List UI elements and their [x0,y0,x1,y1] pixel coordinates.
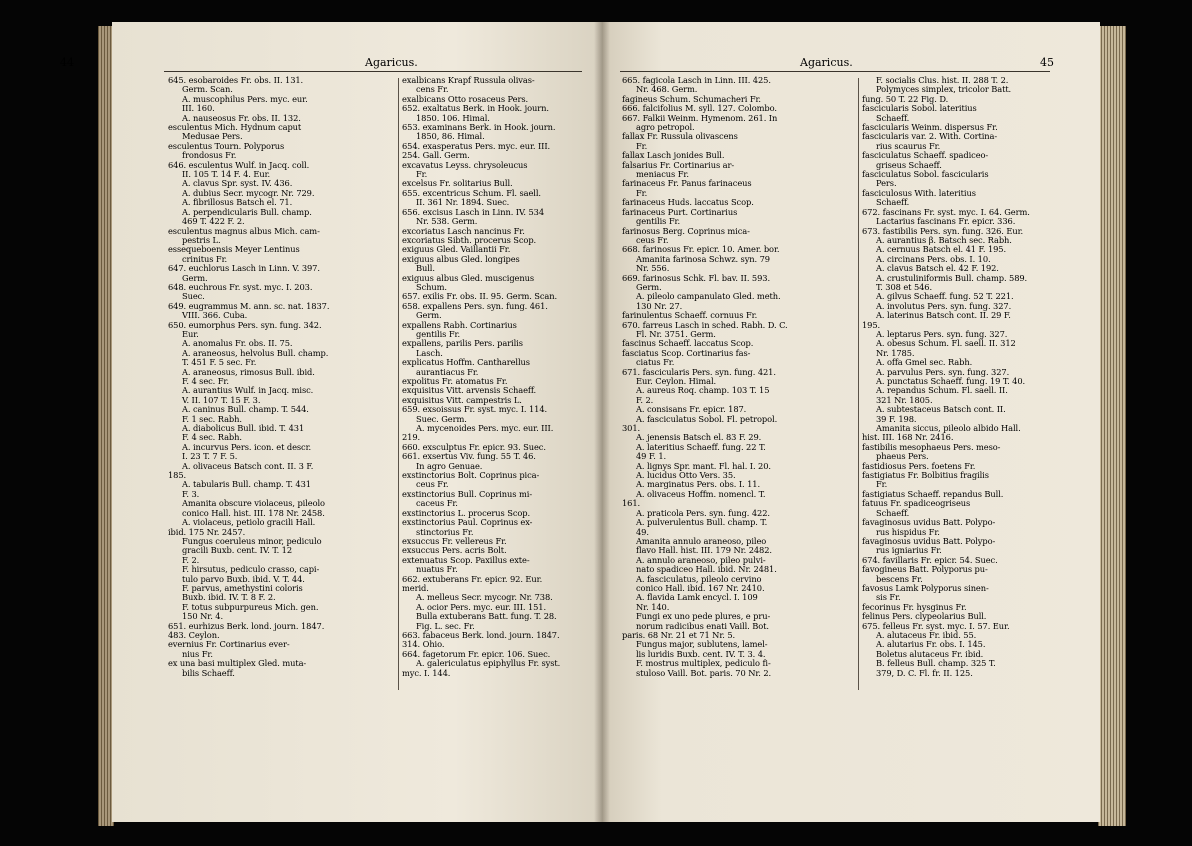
right-running-head: Agaricus. [800,56,853,69]
entry-line: ex una basi multiplex Gled. muta- [168,658,307,669]
entry-line: 661. exsertus Viv. fung. 55 T. 46. [402,451,536,462]
entry-line: Medusae Pers. [182,131,243,142]
entry-line: fascicularis Weinm. dispersus Fr. [862,122,998,133]
entry-line: stuloso Vaill. Bot. paris. 70 Nr. 2. [636,667,772,678]
entry-line: Germ. [636,281,662,292]
left-running-head: Agaricus. [365,56,418,69]
entry-line: A. incurvus Pers. icon. et descr. [182,441,312,452]
entry-line: 650. eumorphus Pers. syn. fung. 342. [168,319,322,330]
entry-line: A. involutus Pers. syn. fung. 327. [876,300,1012,311]
entry-line: exalbicans Otto rosaceus Pers. [402,93,529,104]
left-column-separator [398,78,399,690]
left-column-2 [402,76,560,678]
entry-line: fascicularis Sobol. lateritius [862,103,977,114]
entry-line: 379, D. C. Fl. fr. II. 125. [876,667,973,678]
entry-line: A. tabularis Bull. champ. T. 431 [182,479,311,490]
entry-line: Pers. [876,178,897,189]
entry-line: ceus Fr. [636,234,669,245]
entry-line: 653. examinans Berk. in Hook. journ. [402,122,556,133]
entry-line: fastibilis mesophaeus Pers. meso- [862,441,1001,452]
entry-line: caceus Fr. [416,498,458,509]
entry-line: 150 Nr. 4. [182,611,223,622]
entry-line: Buxb. ibid. IV. T. 8 F. 2. [182,592,276,603]
entry-line: fagineus Schum. Schumacheri Fr. [622,93,761,104]
entry-line: A. diabolicus Bull. ibid. T. 431 [182,423,305,434]
entry-line: 648. euchrous Fr. syst. myc. I. 203. [168,281,313,292]
entry-line: conico Hall. ibid. 167 Nr. 2410. [636,582,765,593]
entry-line: Fr. [636,140,648,151]
entry-line: sis Fr. [876,592,901,603]
entry-line: exiguus Gled. Vaillantii Fr. [402,244,511,255]
entry-line: fastidiosus Pers. foetens Fr. [862,460,976,471]
entry-line: explicatus Hoffm. Cantharellus [402,357,530,368]
entry-line: gentilis Fr. [416,328,461,339]
left-header-rule [164,71,582,72]
entry-line: Nr. 468. Germ. [636,84,698,95]
entry-line: 656. excisus Lasch in Linn. IV. 534 [402,206,545,217]
right-column-1 [622,76,788,678]
entry-line: F. 2. [182,554,200,565]
entry-line: A. aurantius Wulf. in Jacq. misc. [182,385,314,396]
entry-line: A. jenensis Batsch el. 83 F. 29. [636,432,762,443]
entry-line: rus hispidus Fr. [876,526,940,537]
entry-line: Bull. [416,263,435,274]
entry-line: exsuccus Pers. acris Bolt. [402,545,507,556]
entry-line: A. pileolo campanulato Gled. meth. [636,291,781,302]
entry-line: F. hirsutus, pediculo crasso, capi- [182,564,320,575]
entry-line: 652. exaltatus Berk. in Hook. journ. [402,103,549,114]
entry-line: F. 4 sec. Fr. [182,376,229,386]
entry-line: ibid. 175 Nr. 2457. [168,526,246,537]
entry-line: A. mycenoides Pers. myc. eur. III. [416,423,554,434]
entry-line: Fig. L. sec. Fr. [416,620,475,631]
entry-line: exalbicans Krapf Russula olivas- [402,75,535,85]
entry-line: ceus Fr. [416,479,449,490]
entry-line: 130 Nr. 27. [636,300,683,311]
entry-line: A. obesus Schum. Fl. saell. II. 312 [876,338,1016,349]
entry-line: A. alutarius Fr. obs. I. 145. [876,639,986,650]
entry-line: 675. felleus Fr. syst. myc. I. 57. Eur. [862,620,1010,631]
entry-line: B. felleus Bull. champ. 325 T. [876,658,996,669]
entry-line: 674. favillaris Fr. epicr. 54. Suec. [862,554,998,565]
entry-line: fasciculatus Sobol. fascicularis [862,169,989,180]
entry-line: esculentus Mich. Hydnum caput [168,122,302,133]
entry-line: A. araneosus, helvolus Bull. champ. [182,347,329,358]
entry-line: farinulentus Schaeff. cornuus Fr. [622,310,758,321]
entry-line: 668. farinosus Fr. epicr. 10. Amer. bor. [622,244,780,255]
entry-line: 483. Ceylon. [168,629,220,640]
entry-line: 663. fabaceus Berk. lond. journ. 1847. [402,629,560,640]
entry-line: Amanita obscure violaceus, pileolo [182,498,325,509]
entry-line: Suec. [182,291,205,302]
entry-line: 670. farreus Lasch in sched. Rabh. D. C. [622,319,788,330]
entry-line: Fr. [636,187,648,198]
entry-line: Amanita farinosa Schwz. syn. 79 [636,253,770,264]
entry-line: tulo parvo Buxb. ibid. V. T. 44. [182,573,305,584]
entry-line: F. parvus, amethystini coloris [182,582,303,593]
entry-line: Fungus major, sublutens, lamel- [636,639,768,650]
entry-line: A. laterinus Batsch cont. II. 29 F. [876,310,1011,321]
entry-line: A. consisans Fr. epicr. 187. [636,404,747,415]
entry-line: A. annulo araneoso, pileo pulvi- [636,554,766,565]
entry-line: 667. Falkii Weinm. Hymenom. 261. In [622,112,778,123]
entry-line: 666. falcifolius M. syll. 127. Colombo. [622,103,777,114]
entry-line: F. socialis Clus. hist. II. 288 T. 2. [876,75,1009,85]
entry-line: A. punctatus Schaeff. fung. 19 T. 40. [876,376,1026,386]
entry-line: III. 160. [182,103,215,114]
entry-line: rus igniarius Fr. [876,545,942,556]
entry-line: A. lateritius Schaeff. fung. 22 T. [636,441,766,452]
entry-line: A. fasciculatus, pileolo cervino [636,573,762,584]
entry-line: F. 2. [636,394,654,405]
entry-line: A. lignys Spr. mant. Fl. hal. I. 20. [636,460,771,471]
entry-line: Nr. 140. [636,601,670,612]
entry-line: Fr. [416,169,428,180]
entry-line: Nr. 1785. [876,347,915,358]
entry-line: A. lucidus Otto Vers. 35. [636,470,736,481]
entry-line: 1850, 86. Himal. [416,131,485,142]
entry-line: 651. eurhizus Berk. lond. journ. 1847. [168,620,325,631]
entry-line: felinus Pers. clypeolarius Bull. [862,611,987,622]
entry-line: bescens Fr. [876,573,923,584]
entry-line: 1850. 106. Himal. [416,112,490,123]
entry-line: falsarius Fr. Cortinarius ar- [622,159,735,170]
entry-line: farinaceus Fr. Panus farinaceus [622,178,752,189]
entry-line: A. caninus Bull. champ. T. 544. [182,404,309,415]
entry-line: 254. Gall. Germ. [402,150,470,161]
entry-line: pestris L. [182,234,221,245]
entry-line: A. ocior Pers. myc. eur. III. 151. [416,601,547,612]
entry-line: Amanita siccus, pileolo albido Hall. [876,423,1021,434]
entry-line: exstinctorius Paul. Coprinus ex- [402,517,533,528]
entry-line: 665. fagicola Lasch in Linn. III. 425. [622,75,771,85]
entry-line: fasciculosus With. lateritius [862,187,976,198]
entry-line: griseus Schaeff. [876,159,942,170]
entry-line: A. melleus Secr. mycogr. Nr. 738. [416,592,553,603]
entry-line: exquisitus Vitt. campestris L. [402,394,522,405]
entry-line: Suec. Germ. [416,413,467,424]
entry-line: 195. [862,319,881,330]
left-page-number: 44 [60,56,74,69]
entry-line: 469 T. 422 F. 2. [182,216,245,227]
entry-line: 49 F. 1. [636,451,667,462]
entry-line: A. violaceus, petiolo gracili Hall. [182,517,316,528]
entry-line: expallens, parilis Pers. parilis [402,338,523,349]
entry-line: 185. [168,470,187,481]
entry-line: A. galericulatus epiphyllus Fr. syst. [416,658,561,669]
entry-line: exquisitus Vitt. arvensis Schaeff. [402,385,537,396]
entry-line: fastigiatus Fr. Bolbitius fragilis [862,470,989,481]
entry-line: Fl. Nr. 3751. Germ. [636,328,716,339]
entry-line: hist. III. 168 Nr. 2416. [862,432,954,443]
entry-line: Nr. 556. [636,263,670,274]
entry-line: F. 4 sec. Rabh. [182,432,242,443]
entry-line: 664. fagetorum Fr. epicr. 106. Suec. [402,648,551,659]
right-page-edges [1098,26,1126,826]
entry-line: 161. [622,498,641,509]
entry-line: 669. farinosus Schk. Fl. bav. II. 593. [622,272,770,283]
entry-line: 660. exsculptus Fr. epicr. 93. Suec. [402,441,546,452]
entry-line: A. leptarus Pers. syn. fung. 327. [876,328,1008,339]
entry-line: A. olivaceus Hoffm. nomencl. T. [636,488,766,499]
entry-line: merid. [402,582,429,593]
entry-line: 39 F. 198. [876,413,917,424]
entry-line: norum radicibus enati Vaill. Bot. [636,620,769,631]
entry-line: 654. exasperatus Pers. myc. eur. III. [402,140,551,151]
entry-line: A. crustuliniformis Bull. champ. 589. [876,272,1028,283]
entry-line: A. circinans Pers. obs. I. 10. [876,253,991,264]
entry-line: Amanita annulo araneoso, pileo [636,535,767,546]
entry-line: expallens Rabh. Cortinarius [402,319,517,330]
entry-line: favaginosus uvidus Batt. Polypo- [862,517,996,528]
entry-line: 673. fastibilis Pers. syn. fung. 326. Eur. [862,225,1024,236]
entry-line: expolitus Fr. atomatus Fr. [402,376,508,386]
entry-line: Germ. Scan. [182,84,233,95]
entry-line: 658. expallens Pers. syn. fung. 461. [402,300,548,311]
entry-line: I. 23 T. 7 F. 5. [182,451,238,462]
right-column-separator [858,78,859,690]
entry-line: farinosus Berg. Coprinus mica- [622,225,750,236]
entry-line: meniacus Fr. [636,169,689,180]
entry-line: A. perpendicularis Bull. champ. [182,206,312,217]
entry-line: cens Fr. [416,84,449,95]
entry-line: Bulla extuberans Batt. fung. T. 28. [416,611,557,622]
entry-line: exiguus albus Gled. muscigenus [402,272,534,283]
entry-line: A. clavus Batsch el. 42 F. 192. [876,263,999,274]
entry-line: A. dubius Secr. mycogr. Nr. 729. [182,187,315,198]
entry-line: 219. [402,432,421,443]
entry-line: 655. excentricus Schum. Fl. saell. [402,187,541,198]
entry-line: A. aurantius β. Batsch sec. Rabh. [876,234,1012,245]
entry-line: Eur. [182,328,199,339]
entry-line: Schaeff. [876,112,910,123]
entry-line: A. offa Gmel sec. Rabh. [876,357,973,368]
entry-line: fallax Fr. Russula olivascens [622,131,738,142]
entry-line: A. subtestaceus Batsch cont. II. [876,404,1006,415]
entry-line: Fungi ex uno pede plures, e pru- [636,611,771,622]
entry-line: gentilis Fr. [636,216,681,227]
entry-line: A. nauseosus Fr. obs. II. 132. [182,112,301,123]
entry-line: fasciatus Scop. Cortinarius fas- [622,347,751,358]
entry-line: 301. [622,423,641,434]
entry-line: Lasch. [416,347,443,358]
entry-line: stinctorius Fr. [416,526,474,537]
entry-line: A. praticola Pers. syn. fung. 422. [636,507,770,518]
entry-line: A. fasciculatus Sobol. Fl. petropol. [636,413,778,424]
entry-line: fallax Lasch jonides Bull. [622,150,725,161]
entry-line: Fr. [876,479,888,490]
entry-line: Eur. Ceylon. Himal. [636,376,717,386]
entry-line: farinaceus Purt. Cortinarius [622,206,738,217]
entry-line: fatuus Fr. spadiceogriseus [862,498,971,509]
entry-line: A. anomalus Fr. obs. II. 75. [182,338,293,349]
entry-line: exsuccus Fr. vellereus Fr. [402,535,507,546]
entry-line: evernius Fr. Cortinarius ever- [168,639,290,650]
entry-line: A. olivaceus Batsch cont. II. 3 F. [182,460,314,471]
entry-line: fecorinus Fr. hysginus Fr. [862,601,967,612]
entry-line: 314. Ohio. [402,639,445,650]
entry-line: F. totus subpurpureus Mich. gen. [182,601,319,612]
entry-line: 645. esobaroides Fr. obs. II. 131. [168,75,304,85]
entry-line: frondosus Fr. [182,150,237,161]
book-gutter [594,22,610,822]
entry-line: fasciculatus Schaeff. spadiceo- [862,150,989,161]
entry-line: farinaceus Huds. laccatus Scop. [622,197,754,208]
left-column-1 [168,76,329,678]
entry-line: Nr. 538. Germ. [416,216,478,227]
entry-line: fascicularis var. 2. With. Cortina- [862,131,998,142]
right-page-number: 45 [1040,56,1054,69]
entry-line: T. 451 F. 5 sec. Fr. [182,357,257,368]
entry-line: Germ. [416,310,442,321]
entry-line: Lactarius fascinans Fr. epicr. 336. [876,216,1016,227]
entry-line: exiguus albus Gled. longipes [402,253,520,264]
entry-line: nius Fr. [182,648,213,659]
entry-line: fung. 50 T. 22 Fig. D. [862,93,949,104]
entry-line: A. araneosus, rimosus Bull. ibid. [182,366,315,377]
entry-line: 646. esculentus Wulf. in Jacq. coll. [168,159,310,170]
entry-line: Fungus coeruleus minor, pediculo [182,535,322,546]
entry-line: Boletus alutaceus Fr. ibid. [876,648,984,659]
entry-line: conico Hall. hist. III. 178 Nr. 2458. [182,507,325,518]
entry-line: flavo Hall. hist. III. 179 Nr. 2482. [636,545,772,556]
entry-line: ciatus Fr. [636,357,675,368]
entry-line: myc. I. 144. [402,667,451,678]
entry-line: excelsus Fr. solitarius Bull. [402,178,513,189]
entry-line: II. 361 Nr. 1894. Suec. [416,197,510,208]
entry-line: excavatus Leyss. chrysoleucus [402,159,528,170]
entry-line: lis luridis Buxb. cent. IV. T. 3. 4. [636,648,766,659]
entry-line: agro petropol. [636,122,695,133]
entry-line: F. 3. [182,488,200,499]
entry-line: Germ. [182,272,208,283]
entry-line: 321 Nr. 1805. [876,394,933,405]
entry-line: favaginosus uvidus Batt. Polypo- [862,535,996,546]
entry-line: Schaeff. [876,507,910,518]
entry-line: gracili Buxb. cent. IV. T. 12 [182,545,293,556]
entry-line: fascinus Schaeff. laccatus Scop. [622,338,754,349]
entry-line: 672. fascinans Fr. syst. myc. I. 64. Germ. [862,206,1030,217]
entry-line: In agro Genuae. [416,460,483,471]
entry-line: exstinctorius Bull. Coprinus mi- [402,488,533,499]
entry-line: A. fibrillosus Batsch el. 71. [182,197,293,208]
entry-line: rius scaurus Fr. [876,140,941,151]
entry-line: F. mostrus multiplex, pediculo fi- [636,658,771,669]
right-header-rule [620,71,1050,72]
entry-line: A. marginatus Pers. obs. I. 11. [636,479,760,490]
entry-line: bilis Schaeff. [182,667,235,678]
entry-line: A. parvulus Pers. syn. fung. 327. [876,366,1010,377]
entry-line: II. 105 T. 14 F. 4. Eur. [182,169,271,180]
right-column-2 [862,76,1030,678]
entry-line: A. aureus Roq. champ. 103 T. 15 [636,385,770,396]
entry-line: 662. extuberans Fr. epicr. 92. Eur. [402,573,543,584]
entry-line: esculentus magnus albus Mich. cam- [168,225,320,236]
entry-line: A. clavus Spr. syst. IV. 436. [182,178,293,189]
entry-line: 657. exilis Fr. obs. II. 95. Germ. Scan. [402,291,558,302]
entry-line: 647. euchlorus Lasch in Linn. V. 397. [168,263,320,274]
entry-line: A. flavida Lamk encycl. I. 109 [636,592,758,603]
entry-line: crinitus Fr. [182,253,228,264]
entry-line: exstinctorius L. procerus Scop. [402,507,531,518]
entry-line: favogineus Batt. Polyporus pu- [862,564,988,575]
entry-line: aurantiacus Fr. [416,366,479,377]
entry-line: phaeus Pers. [876,451,929,462]
entry-line: nuatus Fr. [416,564,458,575]
entry-line: V. II. 107 T. 15 F. 3. [182,394,261,405]
entry-line: excoriatus Lasch nancinus Fr. [402,225,525,236]
entry-line: A. muscophilus Pers. myc. eur. [182,93,308,104]
entry-line: 649. eugrammus M. ann. sc. nat. 1837. [168,300,330,311]
entry-line: 659. exsoissus Fr. syst. myc. I. 114. [402,404,548,415]
entry-line: A. repandus Schum. Fl. saell. II. [876,385,1008,396]
entry-line: Schaeff. [876,197,910,208]
entry-line: VIII. 366. Cuba. [182,310,248,321]
entry-line: excoriatus Sibth. procerus Scop. [402,234,537,245]
entry-line: extenuatus Scop. Paxillus exte- [402,554,530,565]
entry-line: A. cernuus Batsch el. 41 F. 195. [876,244,1007,255]
entry-line: A. gilvus Schaeff. fung. 52 T. 221. [876,291,1014,302]
entry-line: Schum. [416,281,447,292]
entry-line: T. 308 et 546. [876,281,933,292]
entry-line: Polymyces simplex, tricolor Batt. [876,84,1012,95]
entry-line: essequeboensis Meyer Lentinus [168,244,300,255]
entry-line: esculentus Tourn. Polyporus [168,140,285,151]
entry-line: paris. 68 Nr. 21 et 71 Nr. 5. [622,629,736,640]
entry-line: 49. [636,526,649,537]
entry-line: 671. fascicularis Pers. syn. fung. 421. [622,366,776,377]
entry-line: nato spadiceo Hall. ibid. Nr. 2481. [636,564,777,575]
entry-line: favosus Lamk Polyporus sinen- [862,582,989,593]
entry-line: exstinctorius Bolt. Coprinus pica- [402,470,540,481]
entry-line: A. pulverulentus Bull. champ. T. [636,517,768,528]
entry-line: A. alutaceus Fr. ibid. 55. [876,629,977,640]
entry-line: F. 1 sec. Rabh. [182,413,242,424]
entry-line: fastigiatus Schaeff. repandus Bull. [862,488,1004,499]
